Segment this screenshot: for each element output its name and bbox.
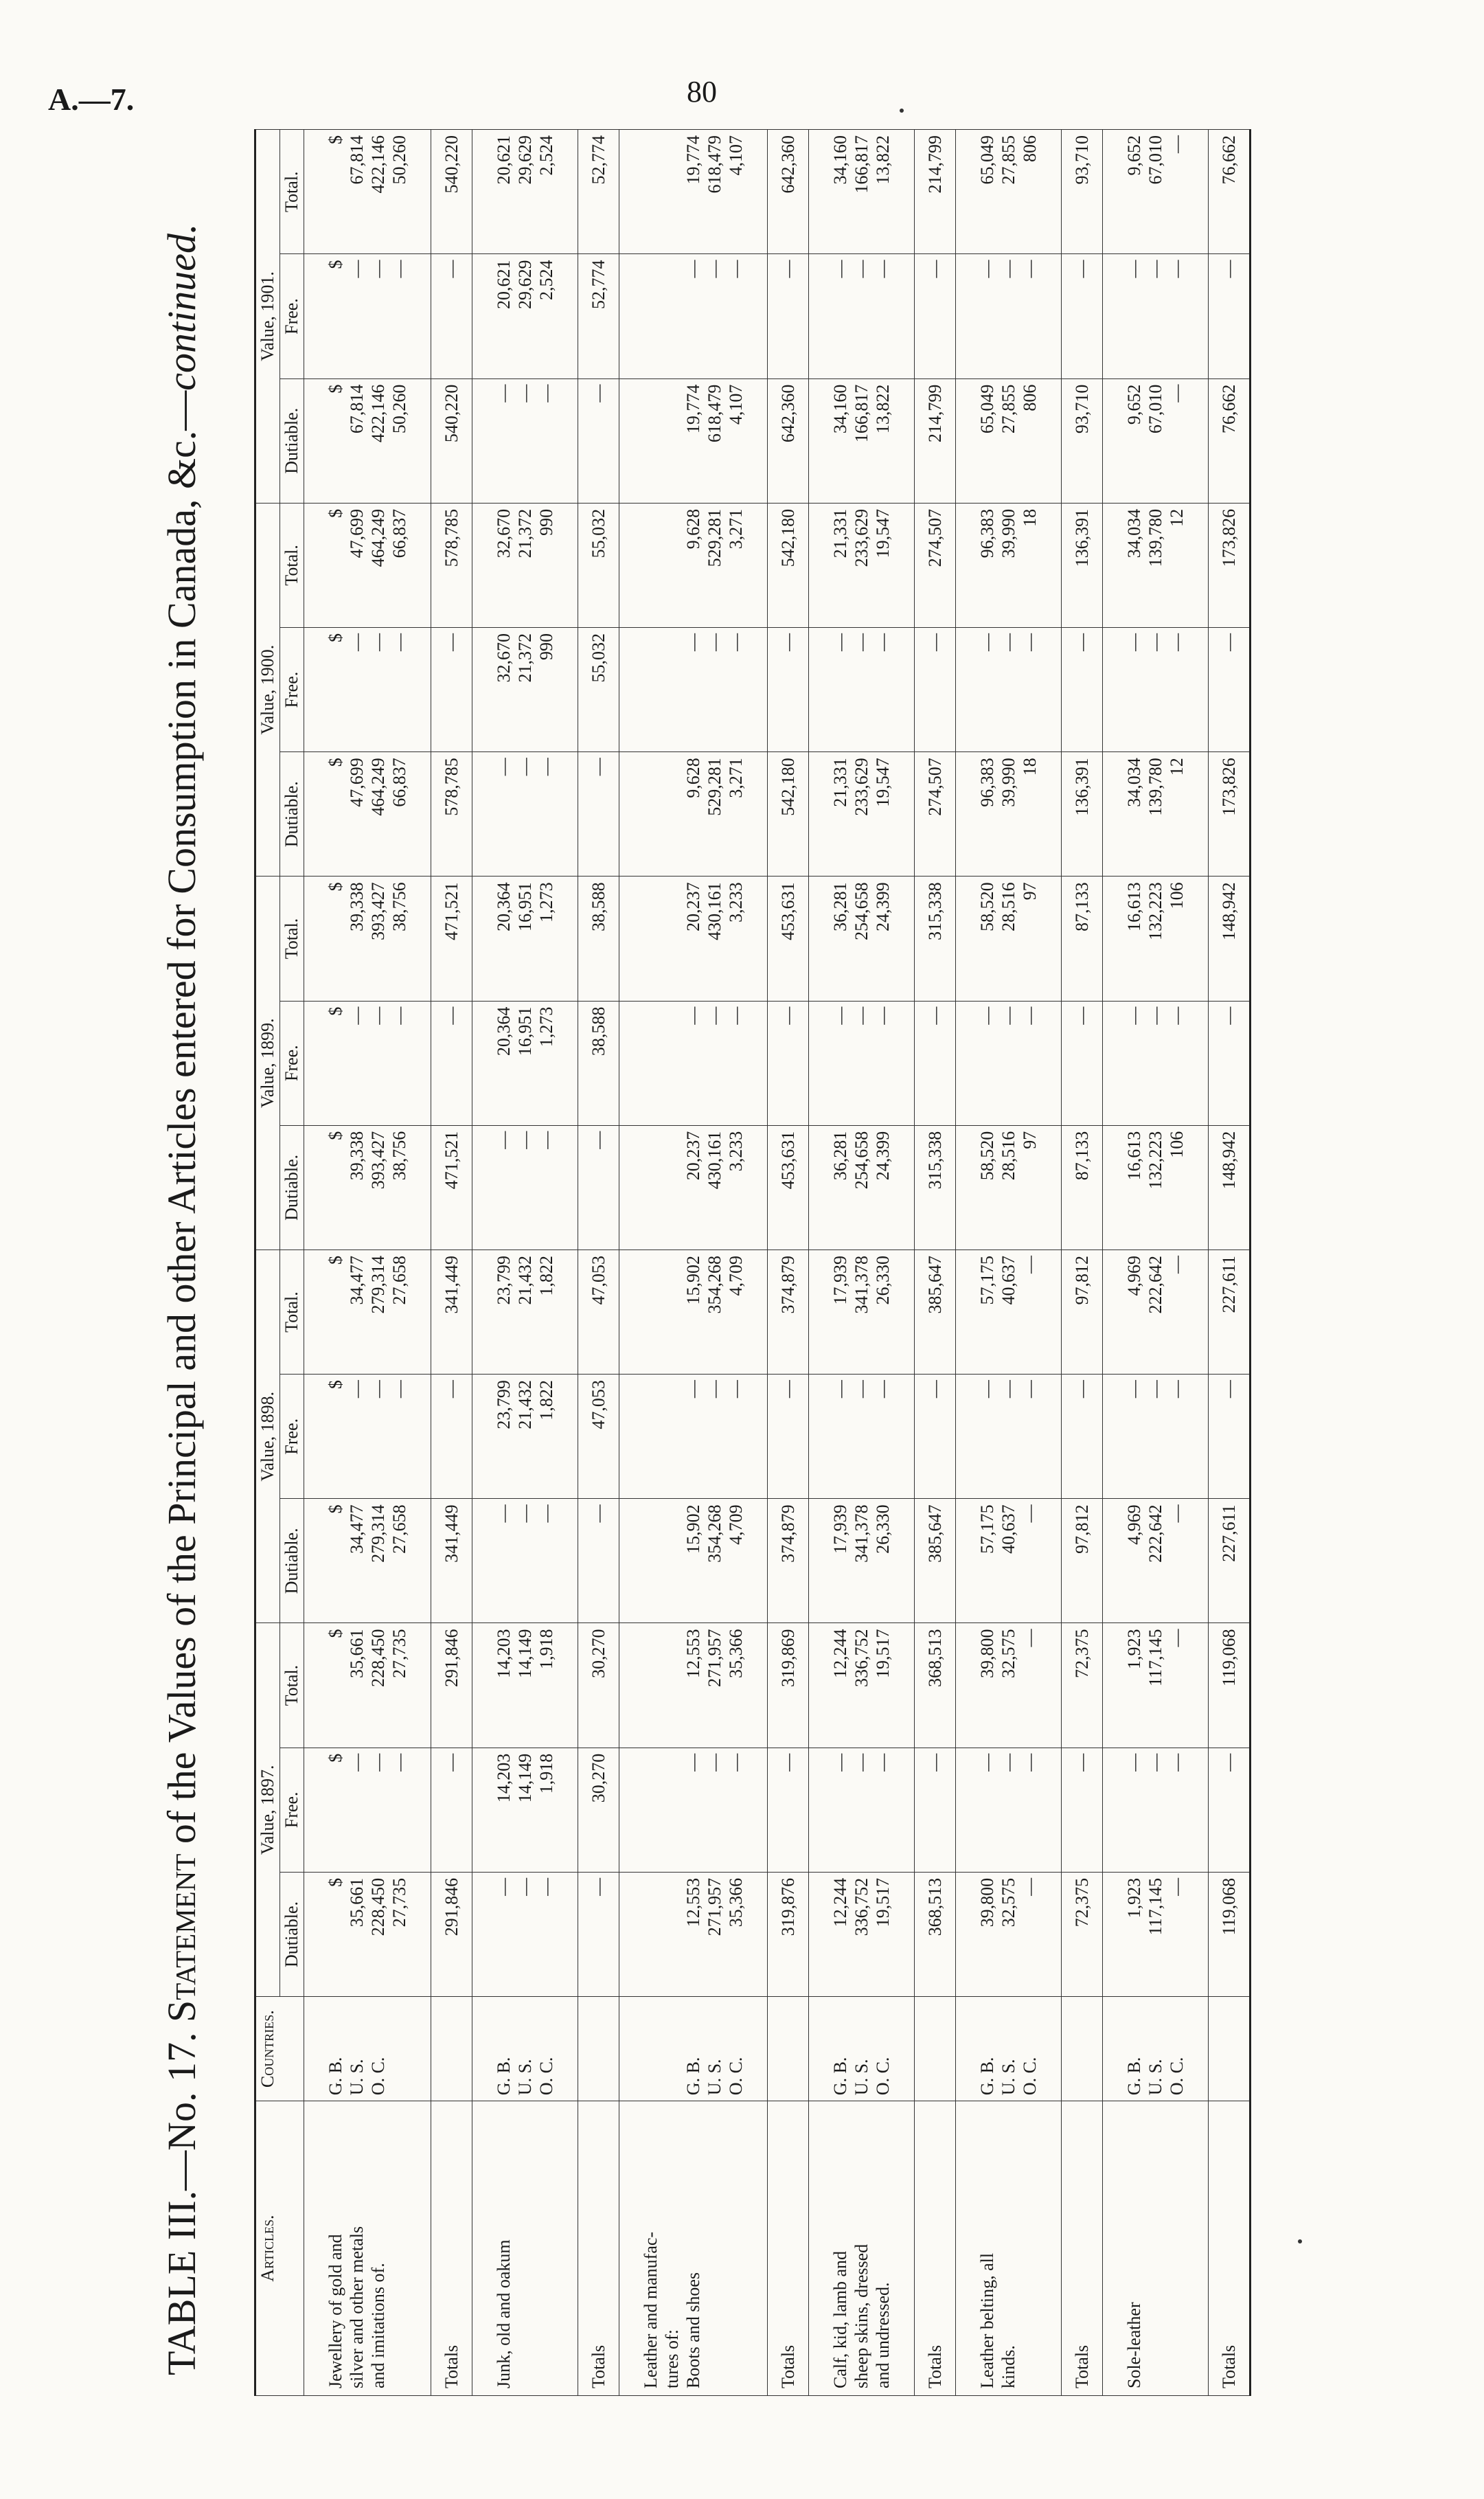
value-cell: 4,969 222,642 —: [1103, 1499, 1209, 1623]
value-cell: 540,220: [431, 130, 472, 254]
value-cell: —: [1209, 1001, 1251, 1125]
value-cell: 274,507: [915, 752, 956, 877]
value-cell: 97,812: [1062, 1499, 1103, 1623]
value-cell: —: [915, 254, 956, 378]
header-dutiable: Dutiable.: [280, 1125, 304, 1250]
value-cell: —: [578, 378, 619, 503]
header-articles: Articles.: [255, 2101, 304, 2396]
article-row: [619, 130, 768, 2396]
value-cell: 173,826: [1209, 503, 1251, 627]
value-cell: $ — — —: [304, 254, 431, 378]
value-cell: 540,220: [431, 378, 472, 503]
value-cell: 20,621 29,629 2,524: [472, 254, 578, 378]
value-cell: 119,068: [1209, 1623, 1251, 1748]
title-statement: Statement: [159, 1853, 204, 2022]
article-name: Totals: [1062, 2101, 1103, 2396]
value-cell: —: [1209, 628, 1251, 752]
value-cell: $ 39,338 393,427 38,756: [304, 877, 431, 1001]
article-name: Totals: [768, 2101, 809, 2396]
value-cell: — — —: [956, 1375, 1062, 1499]
value-cell: 20,237 430,161 3,233: [619, 1125, 768, 1250]
totals-row: [1062, 130, 1103, 2396]
value-cell: 214,799: [915, 378, 956, 503]
value-cell: 136,391: [1062, 503, 1103, 627]
value-cell: $ 34,477 279,314 27,658: [304, 1499, 431, 1623]
totals-row: [915, 130, 956, 2396]
value-cell: 9,652 67,010 —: [1103, 130, 1209, 254]
value-cell: 57,175 40,637 —: [956, 1250, 1062, 1374]
value-cell: 136,391: [1062, 752, 1103, 877]
value-cell: $ 47,699 464,249 66,837: [304, 503, 431, 627]
article-name: Leather and manufac- tures of: Boots and shoes: [619, 2101, 768, 2396]
value-cell: 20,364 16,951 1,273: [472, 877, 578, 1001]
value-cell: $ 67,814 422,146 50,260: [304, 130, 431, 254]
value-cell: 21,331 233,629 19,547: [809, 503, 915, 627]
countries-cell: [768, 1997, 809, 2101]
countries-cell: G. B. U. S. O. C.: [956, 1997, 1062, 2101]
value-cell: — — —: [956, 1001, 1062, 1125]
countries-cell: [1062, 1997, 1103, 2101]
value-cell: —: [915, 1001, 956, 1125]
value-cell: 39,800 32,575 —: [956, 1623, 1062, 1748]
value-cell: 578,785: [431, 752, 472, 877]
value-cell: 36,281 254,658 24,399: [809, 877, 915, 1001]
totals-row: [1209, 130, 1251, 2396]
header-total: Total.: [280, 503, 304, 627]
value-cell: 96,383 39,990 18: [956, 503, 1062, 627]
value-cell: 38,588: [578, 877, 619, 1001]
countries-cell: [578, 1997, 619, 2101]
value-cell: 36,281 254,658 24,399: [809, 1125, 915, 1250]
value-cell: 227,611: [1209, 1499, 1251, 1623]
value-cell: 34,034 139,780 12: [1103, 503, 1209, 627]
value-cell: 17,939 341,378 26,330: [809, 1250, 915, 1374]
value-cell: 642,360: [768, 378, 809, 503]
value-cell: — — —: [619, 1375, 768, 1499]
value-cell: — — —: [1103, 254, 1209, 378]
value-cell: 34,160 166,817 13,822: [809, 130, 915, 254]
value-cell: —: [1062, 1001, 1103, 1125]
countries-cell: G. B. U. S. O. C.: [1103, 1997, 1209, 2101]
value-cell: 368,513: [915, 1872, 956, 1996]
article-row: [809, 130, 915, 2396]
value-cell: — — —: [472, 1872, 578, 1996]
totals-row: [578, 130, 619, 2396]
value-cell: —: [1062, 628, 1103, 752]
value-cell: —: [915, 1748, 956, 1872]
value-cell: 55,032: [578, 503, 619, 627]
title-rest: of the Values of the Principal and other Articles entered for Consumption in Canada, &c.—: [159, 390, 204, 1844]
value-cell: — — —: [809, 1748, 915, 1872]
header-year: Value, 1899.: [255, 877, 280, 1250]
value-cell: 38,588: [578, 1001, 619, 1125]
value-cell: $ — — —: [304, 1001, 431, 1125]
value-cell: $ 34,477 279,314 27,658: [304, 1250, 431, 1374]
value-cell: 14,203 14,149 1,918: [472, 1623, 578, 1748]
value-cell: 93,710: [1062, 378, 1103, 503]
value-cell: 17,939 341,378 26,330: [809, 1499, 915, 1623]
value-cell: $ — — —: [304, 1375, 431, 1499]
value-cell: 16,613 132,223 106: [1103, 877, 1209, 1001]
header-free: Free.: [280, 1748, 304, 1872]
value-cell: 52,774: [578, 254, 619, 378]
value-cell: 87,133: [1062, 877, 1103, 1001]
value-cell: —: [915, 1375, 956, 1499]
value-cell: —: [1062, 254, 1103, 378]
value-cell: —: [1209, 254, 1251, 378]
value-cell: 57,175 40,637 —: [956, 1499, 1062, 1623]
value-cell: — — —: [956, 628, 1062, 752]
value-cell: —: [1209, 1375, 1251, 1499]
value-cell: 148,942: [1209, 1125, 1251, 1250]
header-dutiable: Dutiable.: [280, 1499, 304, 1623]
value-cell: 119,068: [1209, 1872, 1251, 1996]
value-cell: 65,049 27,855 806: [956, 378, 1062, 503]
value-cell: 15,902 354,268 4,709: [619, 1250, 768, 1374]
value-cell: 20,621 29,629 2,524: [472, 130, 578, 254]
header-dutiable: Dutiable.: [280, 752, 304, 877]
value-cell: —: [1062, 1748, 1103, 1872]
page-number: 80: [687, 75, 717, 109]
article-name: Totals: [1209, 2101, 1251, 2396]
value-cell: 1,923 117,145 —: [1103, 1872, 1209, 1996]
value-cell: — — —: [1103, 1375, 1209, 1499]
value-cell: — — —: [1103, 1001, 1209, 1125]
value-cell: 227,611: [1209, 1250, 1251, 1374]
value-cell: — — —: [472, 378, 578, 503]
value-cell: — — —: [619, 1001, 768, 1125]
value-cell: — — —: [809, 1375, 915, 1499]
countries-cell: [915, 1997, 956, 2101]
value-cell: 87,133: [1062, 1125, 1103, 1250]
article-name: Totals: [915, 2101, 956, 2396]
value-cell: 76,662: [1209, 378, 1251, 503]
value-cell: —: [768, 1001, 809, 1125]
value-cell: — — —: [472, 752, 578, 877]
header-free: Free.: [280, 254, 304, 378]
value-cell: 471,521: [431, 1125, 472, 1250]
value-cell: 9,628 529,281 3,271: [619, 752, 768, 877]
value-cell: — — —: [472, 1499, 578, 1623]
value-cell: 173,826: [1209, 752, 1251, 877]
value-cell: 368,513: [915, 1623, 956, 1748]
article-row: [1103, 130, 1209, 2396]
value-cell: —: [1062, 1375, 1103, 1499]
value-cell: —: [578, 1499, 619, 1623]
totals-row: [431, 130, 472, 2396]
value-cell: 20,364 16,951 1,273: [472, 1001, 578, 1125]
value-cell: 47,053: [578, 1375, 619, 1499]
value-cell: — — —: [1103, 628, 1209, 752]
value-cell: 97,812: [1062, 1250, 1103, 1374]
article-name: Jewellery of gold and silver and other metals and imitations of.: [304, 2101, 431, 2396]
header-year: Value, 1901.: [255, 130, 280, 504]
value-cell: —: [915, 628, 956, 752]
value-cell: —: [431, 254, 472, 378]
value-cell: 34,034 139,780 12: [1103, 752, 1209, 877]
value-cell: 12,553 271,957 35,366: [619, 1872, 768, 1996]
value-cell: $ 67,814 422,146 50,260: [304, 378, 431, 503]
header-total: Total.: [280, 877, 304, 1001]
table-title: [144, 129, 220, 2396]
article-name: Sole-leather: [1103, 2101, 1209, 2396]
value-cell: 96,383 39,990 18: [956, 752, 1062, 877]
title-continued: continued.: [159, 223, 204, 391]
value-cell: 14,203 14,149 1,918: [472, 1748, 578, 1872]
value-cell: — — —: [956, 254, 1062, 378]
value-cell: 39,800 32,575 —: [956, 1872, 1062, 1996]
header-dutiable: Dutiable.: [280, 1872, 304, 1996]
value-cell: 72,375: [1062, 1872, 1103, 1996]
value-cell: $ — — —: [304, 628, 431, 752]
value-cell: 72,375: [1062, 1623, 1103, 1748]
value-cell: — — —: [472, 1125, 578, 1250]
value-cell: —: [431, 1001, 472, 1125]
value-cell: 16,613 132,223 106: [1103, 1125, 1209, 1250]
countries-cell: G. B. U. S. O. C.: [809, 1997, 915, 2101]
value-cell: 1,923 117,145 —: [1103, 1623, 1209, 1748]
value-cell: —: [768, 1748, 809, 1872]
value-cell: 52,774: [578, 130, 619, 254]
value-cell: 30,270: [578, 1748, 619, 1872]
totals-row: [768, 130, 809, 2396]
value-cell: — — —: [1103, 1748, 1209, 1872]
article-row: [304, 130, 431, 2396]
value-cell: $ 47,699 464,249 66,837: [304, 752, 431, 877]
value-cell: 19,774 618,479 4,107: [619, 130, 768, 254]
value-cell: 12,244 336,752 19,517: [809, 1623, 915, 1748]
value-cell: 30,270: [578, 1623, 619, 1748]
value-cell: —: [431, 1375, 472, 1499]
value-cell: 93,710: [1062, 130, 1103, 254]
value-cell: 32,670 21,372 990: [472, 628, 578, 752]
value-cell: 21,331 233,629 19,547: [809, 752, 915, 877]
values-table: [254, 129, 1251, 2396]
countries-cell: G. B. U. S. O. C.: [304, 1997, 431, 2101]
article-row: [472, 130, 578, 2396]
value-cell: — — —: [809, 628, 915, 752]
value-cell: — — —: [619, 1748, 768, 1872]
value-cell: 385,647: [915, 1499, 956, 1623]
value-cell: —: [768, 628, 809, 752]
header-total: Total.: [280, 1623, 304, 1748]
value-cell: 341,449: [431, 1499, 472, 1623]
value-cell: —: [1209, 1748, 1251, 1872]
value-cell: — — —: [619, 254, 768, 378]
article-name: Calf, kid, lamb and sheep skins, dressed and undressed.: [809, 2101, 915, 2396]
value-cell: 55,032: [578, 628, 619, 752]
value-cell: 9,628 529,281 3,271: [619, 503, 768, 627]
value-cell: $ 39,338 393,427 38,756: [304, 1125, 431, 1250]
value-cell: 12,553 271,957 35,366: [619, 1623, 768, 1748]
title-prefix: TABLE III.—No. 17.: [159, 2032, 204, 2375]
value-cell: 76,662: [1209, 130, 1251, 254]
value-cell: —: [578, 1872, 619, 1996]
value-cell: 542,180: [768, 752, 809, 877]
value-cell: 19,774 618,479 4,107: [619, 378, 768, 503]
value-cell: 47,053: [578, 1250, 619, 1374]
header-countries: Countries.: [255, 1997, 304, 2101]
value-cell: 274,507: [915, 503, 956, 627]
value-cell: — — —: [619, 628, 768, 752]
value-cell: 214,799: [915, 130, 956, 254]
header-total: Total.: [280, 130, 304, 254]
value-cell: 453,631: [768, 877, 809, 1001]
header-year: Value, 1898.: [255, 1250, 280, 1623]
value-cell: 148,942: [1209, 877, 1251, 1001]
value-cell: —: [578, 1125, 619, 1250]
value-cell: 319,876: [768, 1872, 809, 1996]
header-free: Free.: [280, 1375, 304, 1499]
article-name: Totals: [431, 2101, 472, 2396]
speck: [1298, 2239, 1302, 2243]
value-cell: 315,338: [915, 877, 956, 1001]
countries-cell: G. B. U. S. O. C.: [472, 1997, 578, 2101]
value-cell: 385,647: [915, 1250, 956, 1374]
value-cell: 291,846: [431, 1623, 472, 1748]
header-total: Total.: [280, 1250, 304, 1374]
value-cell: $ — — —: [304, 1748, 431, 1872]
rotated-table-page: [144, 129, 1346, 2396]
value-cell: 4,969 222,642 —: [1103, 1250, 1209, 1374]
countries-cell: [1209, 1997, 1251, 2101]
value-cell: 642,360: [768, 130, 809, 254]
value-cell: 471,521: [431, 877, 472, 1001]
article-name: Junk, old and oakum: [472, 2101, 578, 2396]
value-cell: 341,449: [431, 1250, 472, 1374]
value-cell: —: [431, 628, 472, 752]
value-cell: — — —: [809, 1001, 915, 1125]
value-cell: 23,799 21,432 1,822: [472, 1250, 578, 1374]
speck: [900, 109, 904, 113]
value-cell: 65,049 27,855 806: [956, 130, 1062, 254]
header-dutiable: Dutiable.: [280, 378, 304, 503]
header-free: Free.: [280, 1001, 304, 1125]
value-cell: 578,785: [431, 503, 472, 627]
value-cell: $ 35,661 228,450 27,735: [304, 1872, 431, 1996]
value-cell: 319,869: [768, 1623, 809, 1748]
value-cell: 34,160 166,817 13,822: [809, 378, 915, 503]
value-cell: $ 35,661 228,450 27,735: [304, 1623, 431, 1748]
value-cell: — — —: [956, 1748, 1062, 1872]
value-cell: —: [768, 1375, 809, 1499]
document-label: A.—7.: [48, 82, 135, 117]
header-free: Free.: [280, 628, 304, 752]
value-cell: —: [578, 752, 619, 877]
article-name: Leather belting, all kinds.: [956, 2101, 1062, 2396]
value-cell: 12,244 336,752 19,517: [809, 1872, 915, 1996]
value-cell: 291,846: [431, 1872, 472, 1996]
value-cell: —: [768, 254, 809, 378]
header-year: Value, 1897.: [255, 1623, 280, 1997]
value-cell: 58,520 28,516 97: [956, 1125, 1062, 1250]
value-cell: —: [431, 1748, 472, 1872]
value-cell: — — —: [809, 254, 915, 378]
article-name: Totals: [578, 2101, 619, 2396]
value-cell: 58,520 28,516 97: [956, 877, 1062, 1001]
value-cell: 9,652 67,010 —: [1103, 378, 1209, 503]
value-cell: 542,180: [768, 503, 809, 627]
header-year: Value, 1900.: [255, 503, 280, 877]
value-cell: 15,902 354,268 4,709: [619, 1499, 768, 1623]
value-cell: 20,237 430,161 3,233: [619, 877, 768, 1001]
value-cell: 453,631: [768, 1125, 809, 1250]
countries-cell: G. B. U. S. O. C.: [619, 1997, 768, 2101]
value-cell: 32,670 21,372 990: [472, 503, 578, 627]
value-cell: 374,879: [768, 1250, 809, 1374]
value-cell: 374,879: [768, 1499, 809, 1623]
value-cell: 315,338: [915, 1125, 956, 1250]
countries-cell: [431, 1997, 472, 2101]
article-row: [956, 130, 1062, 2396]
value-cell: 23,799 21,432 1,822: [472, 1375, 578, 1499]
